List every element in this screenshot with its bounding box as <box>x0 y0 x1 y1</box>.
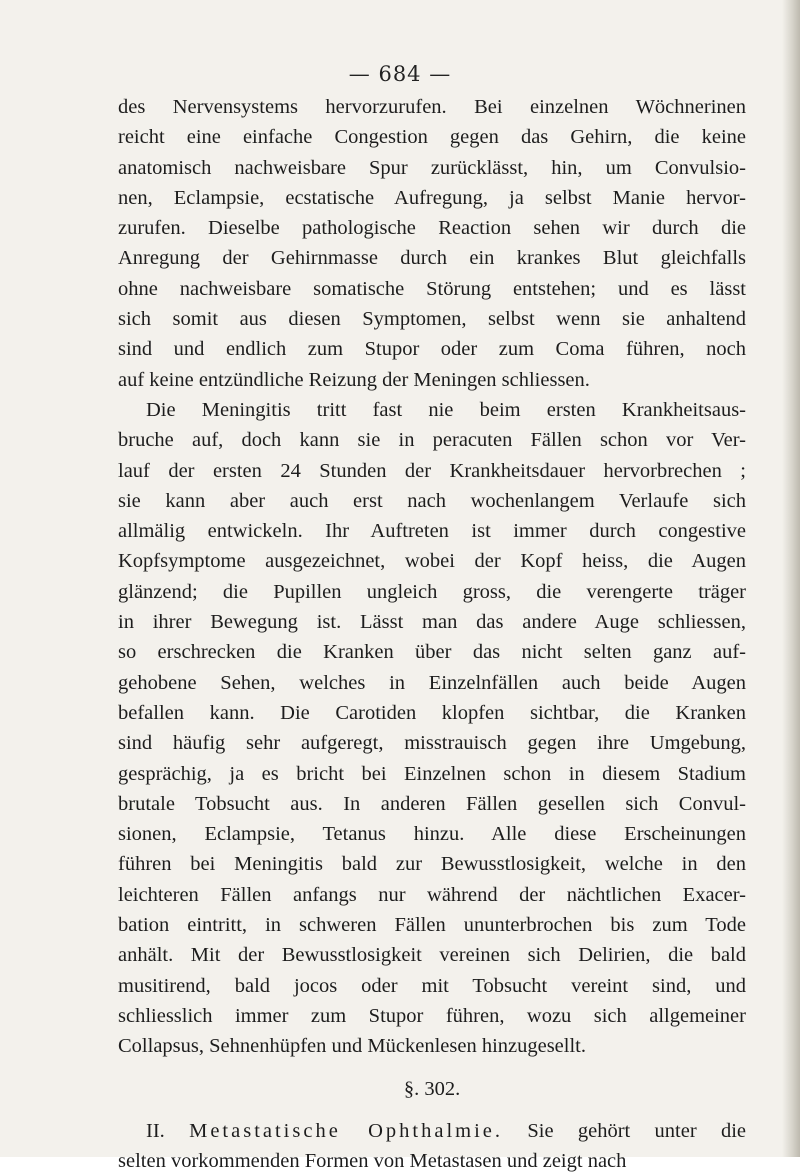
text-line: sind und endlich zum Stupor oder zum Coma führen, noch <box>118 338 746 361</box>
text-line: anatomisch nachweisbare Spur zurücklässt, hin, um Convulsio- <box>118 156 746 179</box>
page-number: — 684 — <box>348 62 452 86</box>
text-line: sich somit aus diesen Symptomen, selbst wenn sie anhaltend <box>118 308 746 331</box>
page-edge-shadow <box>782 0 800 1157</box>
text-line: führen bei Meningitis bald zur Bewusstlosigkeit, welche in den <box>118 853 746 876</box>
text-line: Die Meningitis tritt fast nie beim ersten Krankheitsaus- <box>146 398 746 421</box>
section-heading-number: II. <box>146 1119 165 1142</box>
text-line: leichteren Fällen anfangs nur während der nächtlichen Exacer- <box>118 883 746 906</box>
text-line: lauf der ersten 24 Stunden der Krankheitsdauer hervorbrechen ; <box>118 459 746 482</box>
text-line: glänzend; die Pupillen ungleich gross, die verengerte träger <box>118 580 746 603</box>
section-text-start: Sie gehört unter die <box>527 1119 747 1142</box>
text-line: Collapsus, Sehnenhüpfen und Mückenlesen hinzugesellt. <box>118 1035 586 1058</box>
paragraph-2 <box>118 395 746 1062</box>
text-line: Kopfsymptome ausgezeichnet, wobei der Kopf heiss, die Augen <box>118 550 746 573</box>
text-line: reicht eine einfache Congestion gegen das Gehirn, die keine <box>118 126 746 149</box>
text-line: musitirend, bald jocos oder mit Tobsucht vereint sind, und <box>118 974 746 997</box>
text-line: auf keine entzündliche Reizung der Meningen schliessen. <box>118 368 590 391</box>
text-line: gehobene Sehen, welches in Einzelnfällen auch beide Augen <box>118 671 746 694</box>
text-line: brutale Tobsucht aus. In anderen Fällen gesellen sich Convul- <box>118 792 746 815</box>
text-line: sind häufig sehr aufgeregt, misstrauisch gegen ihre Umgebung, <box>118 732 746 755</box>
paragraph-1 <box>118 92 746 395</box>
section-heading-title: Metastatische Ophthalmie. <box>189 1119 504 1142</box>
text-line: bation eintritt, in schweren Fällen ununterbrochen bis zum Tode <box>118 914 746 937</box>
text-line: ohne nachweisbare somatische Störung entstehen; und es lässt <box>118 277 746 300</box>
text-line: gesprächig, ja es bricht bei Einzelnen schon in diesem Stadium <box>118 762 746 785</box>
text-line: nen, Eclampsie, ecstatische Aufregung, ja selbst Manie hervor- <box>118 186 746 209</box>
text-line: sionen, Eclampsie, Tetanus hinzu. Alle diese Erscheinungen <box>118 823 746 846</box>
text-line: bruche auf, doch kann sie in peracuten Fällen schon vor Ver- <box>118 429 746 452</box>
text-line: selten vorkommenden Formen von Metastasen und zeigt nach <box>118 1150 627 1173</box>
text-line: des Nervensystems hervorzurufen. Bei einzelnen Wöchnerinen <box>118 96 746 118</box>
text-line: zurufen. Dieselbe pathologische Reaction sehen wir durch die <box>118 217 746 240</box>
text-line: so erschrecken die Kranken über das nicht selten ganz auf- <box>118 641 746 664</box>
text-line: allmälig entwickeln. Ihr Auftreten ist immer durch congestive <box>118 520 746 543</box>
section-heading-line <box>118 1116 746 1146</box>
text-line: schliesslich immer zum Stupor führen, wozu sich allgemeiner <box>118 1004 746 1027</box>
text-line: sie kann aber auch erst nach wochenlangem Verlaufe sich <box>118 489 746 512</box>
section-number: §. 302. <box>403 1077 461 1100</box>
text-line: anhält. Mit der Bewusstlosigkeit vereinen sich Delirien, die bald <box>118 944 746 967</box>
text-line: Anregung der Gehirnmasse durch ein krankes Blut gleichfalls <box>118 247 746 270</box>
body-text <box>118 92 746 1176</box>
text-line: befallen kann. Die Carotiden klopfen sichtbar, die Kranken <box>118 701 746 724</box>
text-line: in ihrer Bewegung ist. Lässt man das andere Auge schliessen, <box>118 611 746 634</box>
